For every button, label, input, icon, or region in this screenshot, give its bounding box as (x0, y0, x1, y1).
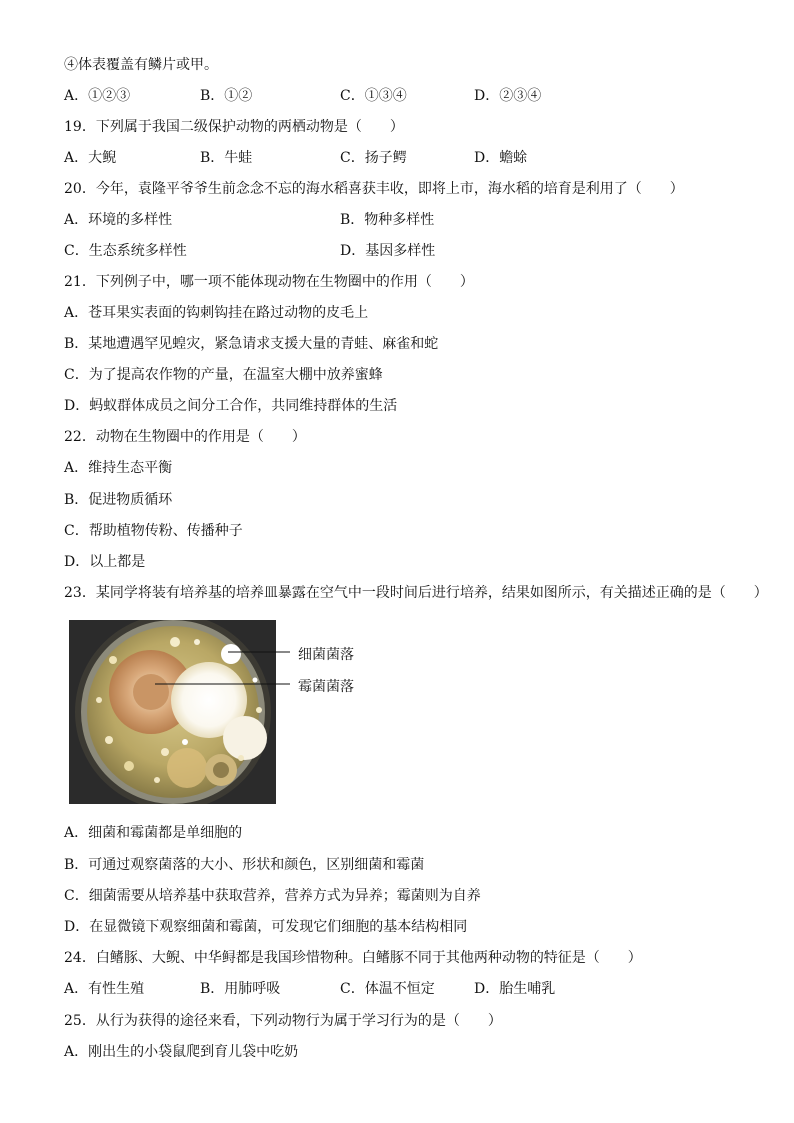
q20-options-row1 (64, 211, 764, 229)
q19-option-d: D．蟾蜍 (474, 150, 528, 166)
q20-option-d: D．基因多样性 (340, 243, 436, 259)
q19-option-a: A．大鲵 (64, 150, 117, 166)
q21-stem: 21．下列例子中，哪一项不能体现动物在生物圈中的作用（ ） (64, 274, 474, 290)
q24-option-b: B．用肺呼吸 (200, 981, 281, 997)
q19-option-c: C．扬子鳄 (340, 150, 407, 166)
q21-option-a: A．苍耳果实表面的钩刺钩挂在路过动物的皮毛上 (64, 305, 369, 321)
q19-option-b: B．牛蛙 (200, 150, 253, 166)
q23-option-d: D．在显微镜下观察细菌和霉菌，可发现它们细胞的基本结构相同 (64, 919, 468, 935)
q18-option-b: B．①② (200, 88, 253, 104)
label-mold-colony: 霉菌菌落 (298, 679, 354, 695)
q24-option-d: D．胎生哺乳 (474, 981, 556, 997)
q23-option-c: C．细菌需要从培养基中获取营养，营养方式为异养；霉菌则为自养 (64, 888, 481, 904)
q24-options (64, 980, 764, 998)
q21-option-b: B．某地遭遇罕见蝗灾，紧急请求支援大量的青蛙、麻雀和蛇 (64, 336, 439, 352)
q23-option-a: A．细菌和霉菌都是单细胞的 (64, 825, 243, 841)
q24-option-a: A．有性生殖 (64, 981, 145, 997)
q22-option-d: D．以上都是 (64, 554, 146, 570)
q18-item-4: ④体表覆盖有鳞片或甲。 (64, 57, 218, 73)
q18-option-c: C．①③④ (340, 88, 407, 104)
q19-stem: 19．下列属于我国二级保护动物的两栖动物是（ ） (64, 119, 404, 135)
q18-option-a: A．①②③ (64, 88, 131, 104)
q20-option-b: B．物种多样性 (340, 212, 435, 228)
q18-option-d: D．②③④ (474, 88, 542, 104)
q19-options (64, 149, 764, 167)
q23-option-b: B．可通过观察菌落的大小、形状和颜色，区别细菌和霉菌 (64, 857, 425, 873)
q23-stem: 23．某同学将装有培养基的培养皿暴露在空气中一段时间后进行培养，结果如图所示，有关描述正确的是（ ） (64, 585, 768, 601)
q22-option-c: C．帮助植物传粉、传播种子 (64, 523, 243, 539)
q25-stem: 25．从行为获得的途径来看，下列动物行为属于学习行为的是（ ） (64, 1013, 502, 1029)
q25-option-a: A．刚出生的小袋鼠爬到育儿袋中吃奶 (64, 1044, 299, 1060)
q18-options (64, 87, 764, 105)
label-bacteria-colony: 细菌菌落 (298, 647, 354, 663)
q22-option-a: A．维持生态平衡 (64, 460, 173, 476)
q20-options-row2 (64, 242, 764, 260)
q22-stem: 22．动物在生物圈中的作用是（ ） (64, 429, 306, 445)
q21-option-c: C．为了提高农作物的产量，在温室大棚中放养蜜蜂 (64, 367, 383, 383)
q21-option-d: D．蚂蚁群体成员之间分工合作，共同维持群体的生活 (64, 398, 398, 414)
petri-dish-photo (69, 620, 276, 804)
q24-stem: 24．白鳍豚、大鲵、中华鲟都是我国珍惜物种。白鳍豚不同于其他两种动物的特征是（ ） (64, 950, 642, 966)
petri-dish-illustration (69, 620, 276, 804)
q20-option-a: A．环境的多样性 (64, 212, 173, 228)
q20-stem: 20．今年，袁隆平爷爷生前念念不忘的海水稻喜获丰收，即将上市，海水稻的培育是利用了（ ） (64, 181, 684, 197)
q24-option-c: C．体温不恒定 (340, 981, 435, 997)
q20-option-c: C．生态系统多样性 (64, 243, 187, 259)
q22-option-b: B．促进物质循环 (64, 492, 173, 508)
